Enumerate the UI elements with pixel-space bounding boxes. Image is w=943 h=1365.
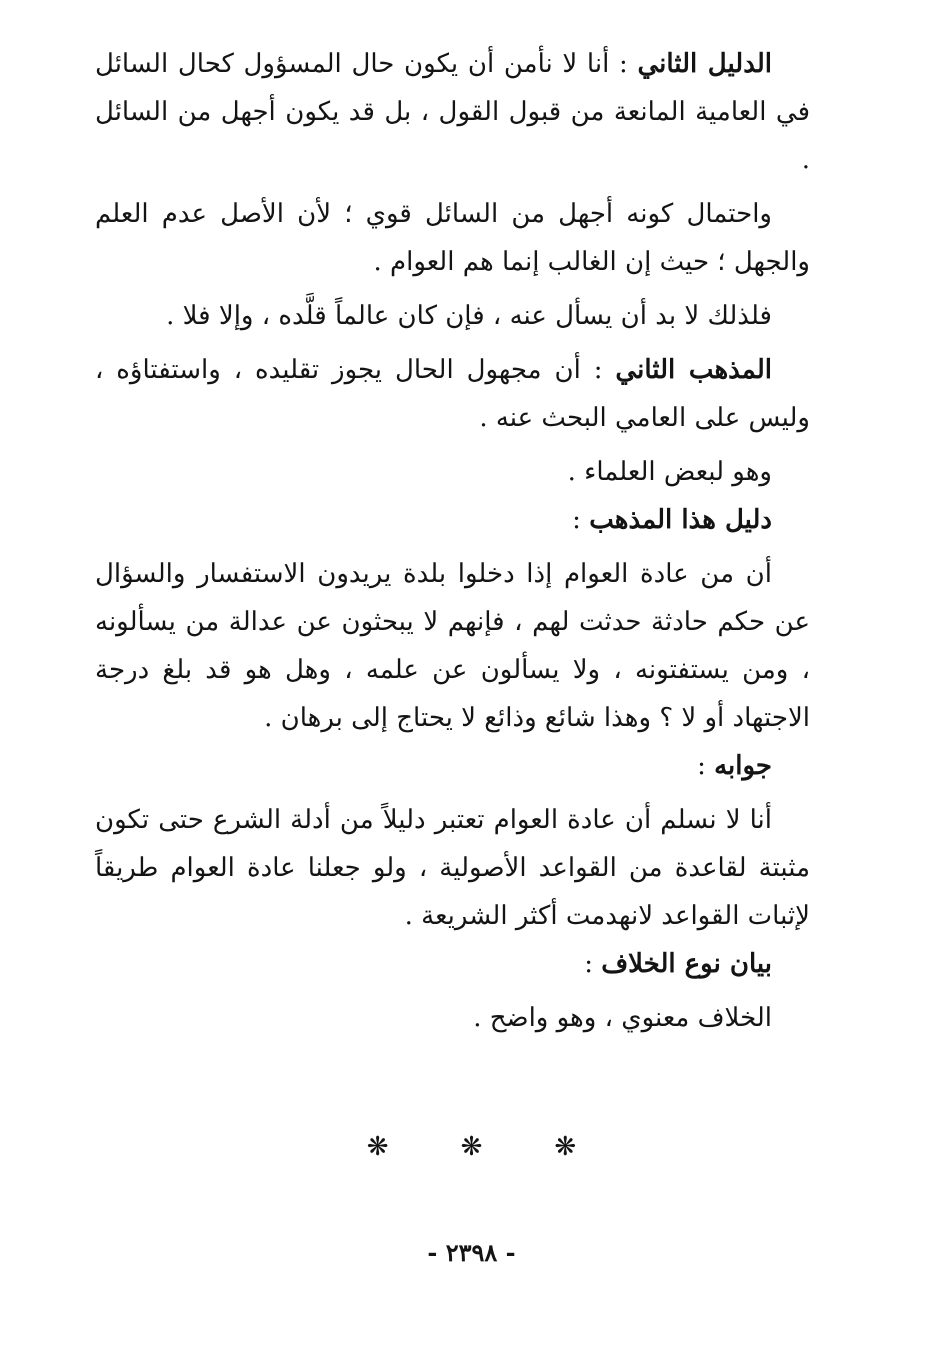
paragraph-text: أن من عادة العوام إذا دخلوا بلدة يريدون الاستفسار والسؤال عن حكم حادثة حدثت لهم ، فإنهم لا يبحثون عن عدالة من يسألونه ، ومن يستفتونه ، ولا يسألون عن علمه ، وهل هو قد بلغ درجة الاجتهاد أو لا ؟ وهذا شائع وذائع لا يحتاج إلى برهان . xyxy=(95,559,810,733)
separator-star-icon: ❋ xyxy=(366,1132,389,1162)
paragraph-answer-text xyxy=(95,796,810,940)
heading-answer: جوابه xyxy=(714,751,772,781)
page-body xyxy=(95,40,810,1042)
paragraph-probability xyxy=(95,190,810,286)
paragraph-some-scholars xyxy=(95,448,810,496)
paragraph-text: أنا لا نسلم أن عادة العوام تعتبر دليلاً من أدلة الشرع حتى تكون مثبتة لقاعدة من القواعد الأصولية ، ولو جعلنا عادة العوام طريقاً لإثبات القواعد لانهدمت أكثر الشريعة . xyxy=(95,805,810,931)
heading-colon: : xyxy=(572,505,590,535)
paragraph-disagreement-text xyxy=(95,994,810,1042)
paragraph-text: وهو لبعض العلماء . xyxy=(567,457,772,487)
heading-doctrine-evidence: دليل هذا المذهب xyxy=(589,505,772,535)
page-number: - ٢٣٩٨ - xyxy=(427,1238,516,1267)
heading-colon: : xyxy=(697,751,715,781)
paragraph-second-doctrine xyxy=(95,346,810,442)
paragraph-text: : أن مجهول الحال يجوز تقليده ، واستفتاؤه ، وليس على العامي البحث عنه . xyxy=(95,355,810,433)
separator-star-icon: ❋ xyxy=(554,1132,577,1162)
paragraph-text: فلذلك لا بد أن يسأل عنه ، فإن كان عالماً قلَّده ، وإلا فلا . xyxy=(166,301,772,331)
paragraph-custom-of-commoners xyxy=(95,550,810,742)
heading-disagreement-type: بيان نوع الخلاف xyxy=(601,949,772,979)
heading-second-doctrine: المذهب الثاني xyxy=(615,355,772,385)
paragraph-must-ask xyxy=(95,292,810,340)
paragraph-second-evidence xyxy=(95,40,810,184)
section-separator xyxy=(0,1132,943,1162)
separator-star-icon: ❋ xyxy=(460,1132,483,1162)
heading-second-evidence: الدليل الثاني xyxy=(637,49,772,79)
paragraph-text: : أنا لا نأمن أن يكون حال المسؤول كحال السائل في العامية المانعة من قبول القول ، بل قد يكون أجهل من السائل . xyxy=(95,49,810,175)
section-heading-doctrine-evidence xyxy=(95,496,810,544)
paragraph-text: الخلاف معنوي ، وهو واضح . xyxy=(473,1003,772,1033)
section-heading-disagreement-type xyxy=(95,940,810,988)
heading-colon: : xyxy=(584,949,602,979)
section-heading-answer xyxy=(95,742,810,790)
paragraph-text: واحتمال كونه أجهل من السائل قوي ؛ لأن الأصل عدم العلم والجهل ؛ حيث إن الغالب إنما هم العوام . xyxy=(95,199,810,277)
